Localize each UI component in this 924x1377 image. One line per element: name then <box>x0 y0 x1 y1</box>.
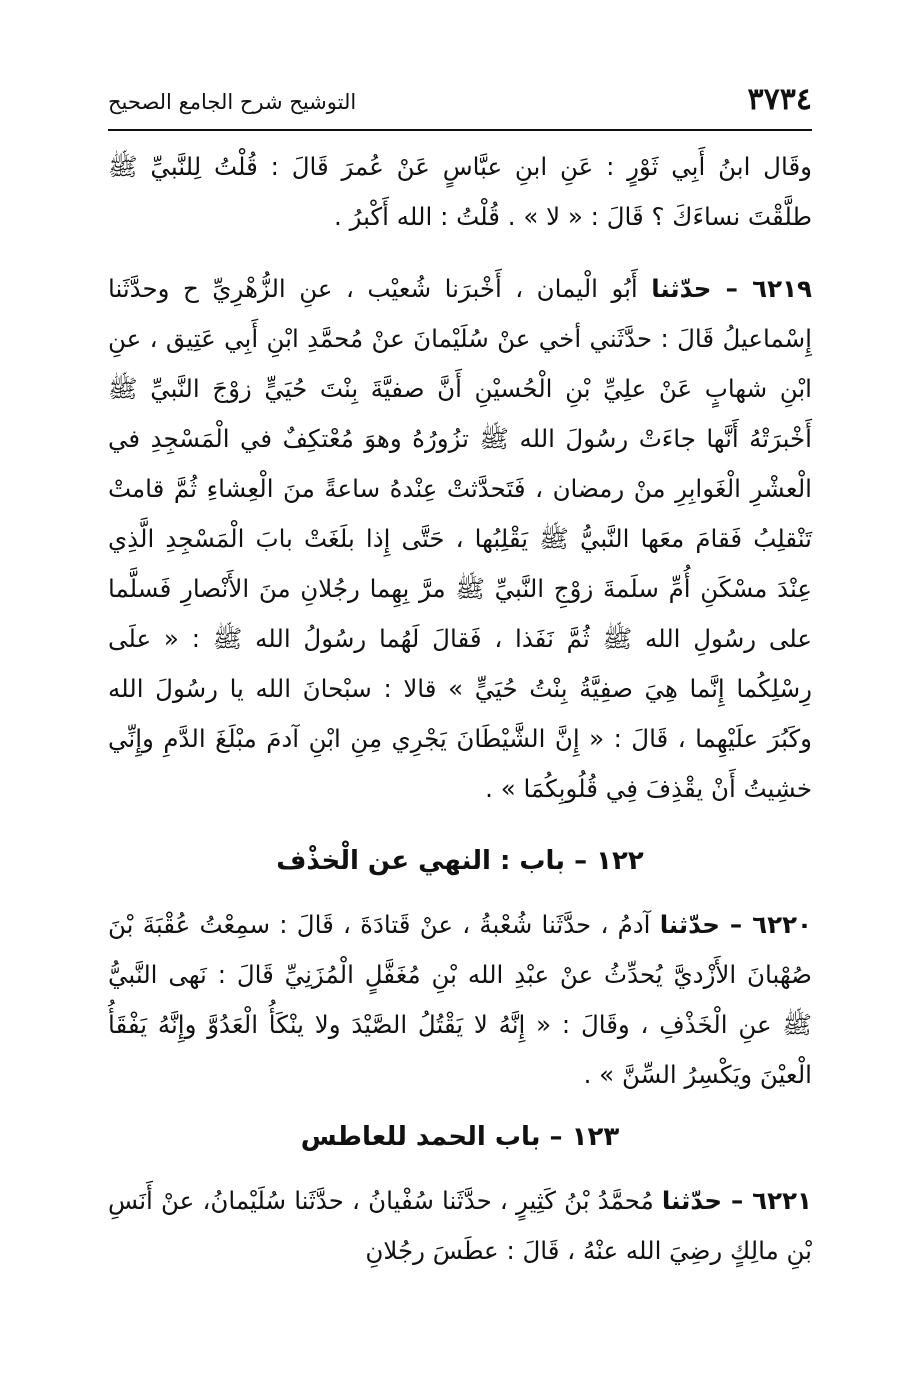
page-body <box>108 142 812 1276</box>
header-divider <box>108 129 812 131</box>
hadith-text: آدمُ ، حدَّثَنا شُعْبةُ ، عنْ قَتادَةَ ، قَالَ : سمِعْتُ عُقْبَةَ بْنَ صُهْبانَ الأَزْديَّ يُحدِّثُ عنْ عبْدِ الله بْنِ مُغَفَّلٍ الْمُزَنِيِّ قَالَ : نَهى النَّبيُّ ﷺ عنِ الْخَذْفِ ، وقَالَ : « إِنَّهُ لا يَقْتُلُ الصَّيْدَ ولا ينْكَأُ الْعَدُوَّ وإِنَّهُ يَفْقَأُ الْعيْنَ ويَكْسِرُ السِّنَّ » . <box>108 910 812 1089</box>
hadith-text: مُحمَّدُ بْنُ كَثِيرٍ ، حدَّثَنا سُفْيانُ ، حدَّثَنا سُلَيْمانُ، عنْ أَنَسِ بْنِ مالِكٍ رضِيَ الله عنْهُ ، قَالَ : عطَسَ رجُلانِ <box>108 1186 812 1265</box>
intro-paragraph: وقَال ابنُ أَبِي ثَوْرٍ : عَنِ ابنِ عبَّاسٍ عَنْ عُمرَ قَالَ : قُلْتُ لِلنَّبيِّ ﷺ طلَّقْتَ نساءَكَ ؟ قَالَ : « لا » . قُلْتُ : الله أَكْبرُ . <box>108 152 812 231</box>
hadith-number: ٦٢٢١ – حدّثنا <box>661 1186 812 1215</box>
page-header <box>108 72 812 128</box>
hadith-6221 <box>108 1176 812 1276</box>
chapter-heading-123: ١٢٣ – باب الحمد للعاطس <box>300 1122 620 1152</box>
hadith-6219 <box>108 264 812 814</box>
chapter-heading-122: ١٢٢ – باب : النهي عن الْخذْف <box>276 846 644 876</box>
hadith-number: ٦٢٢٠ – حدّثنا <box>659 910 812 939</box>
running-title: التوشيح شرح الجامع الصحيح <box>108 90 357 114</box>
page-number: ٣٧٣٤ <box>747 82 812 117</box>
hadith-text: أَبُو الْيمان ، أَخْبرَنا شُعيْب ، عنِ الزُّهْرِيِّ ح وحدَّثَنا إِسْماعيلُ قَالَ : حدَّثَني أخي عنْ سُلَيْمانَ عنْ مُحمَّدِ ابْنِ أَبِي عَتِيق ، عنِ ابْنِ شهابٍ عَنْ علِيِّ بْنِ الْحُسيْنِ أَنَّ صفيَّةَ بِنْتَ حُيَيٍّ زوْجَ النَّبيِّ ﷺ أَخْبرَتْهُ أَنَّها جاءَتْ رسُولَ الله ﷺ تزُورُهُ وهوَ مُعْتكِفٌ في الْمَسْجِدِ في الْعشْرِ الْغَوابِرِ منْ رمضان ، فَتَحدَّثتْ عِنْدهُ ساعةً منَ الْعِشاءِ ثُمَّ قامتْ تَنْقلِبُ فَقامَ معَها النَّبيُّ ﷺ يَقْلِبُها ، حَتَّى إِذا بلَغَتْ بابَ الْمَسْجِدِ الَّذِي عِنْدَ مسْكَنِ أُمِّ سلَمةَ زوْجِ النَّبيِّ ﷺ مرَّ بِهِما رجُلانِ منَ الأَنْصارِ فَسلَّما على رسُولِ الله ﷺ ثُمَّ نَفَذا ، فَقالَ لَهُما رسُولُ الله ﷺ : « علَى رِسْلِكُما إِنَّما هِيَ صفِيَّةُ بِنْتُ حُيَيٍّ » قالا : سبْحانَ الله يا رسُولَ الله وكَبُرَ علَيْهِما ، قَالَ : « إِنَّ الشَّيْطَانَ يَجْرِي مِنِ ابْنِ آدمَ مبْلَغَ الدَّمِ وإِنِّي خشِيتُ أَنْ يقْذِفَ فِي قُلُوبِكُمَا » . <box>108 274 812 803</box>
hadith-number: ٦٢١٩ – حدّثنا <box>651 274 812 303</box>
hadith-6220 <box>108 900 812 1100</box>
